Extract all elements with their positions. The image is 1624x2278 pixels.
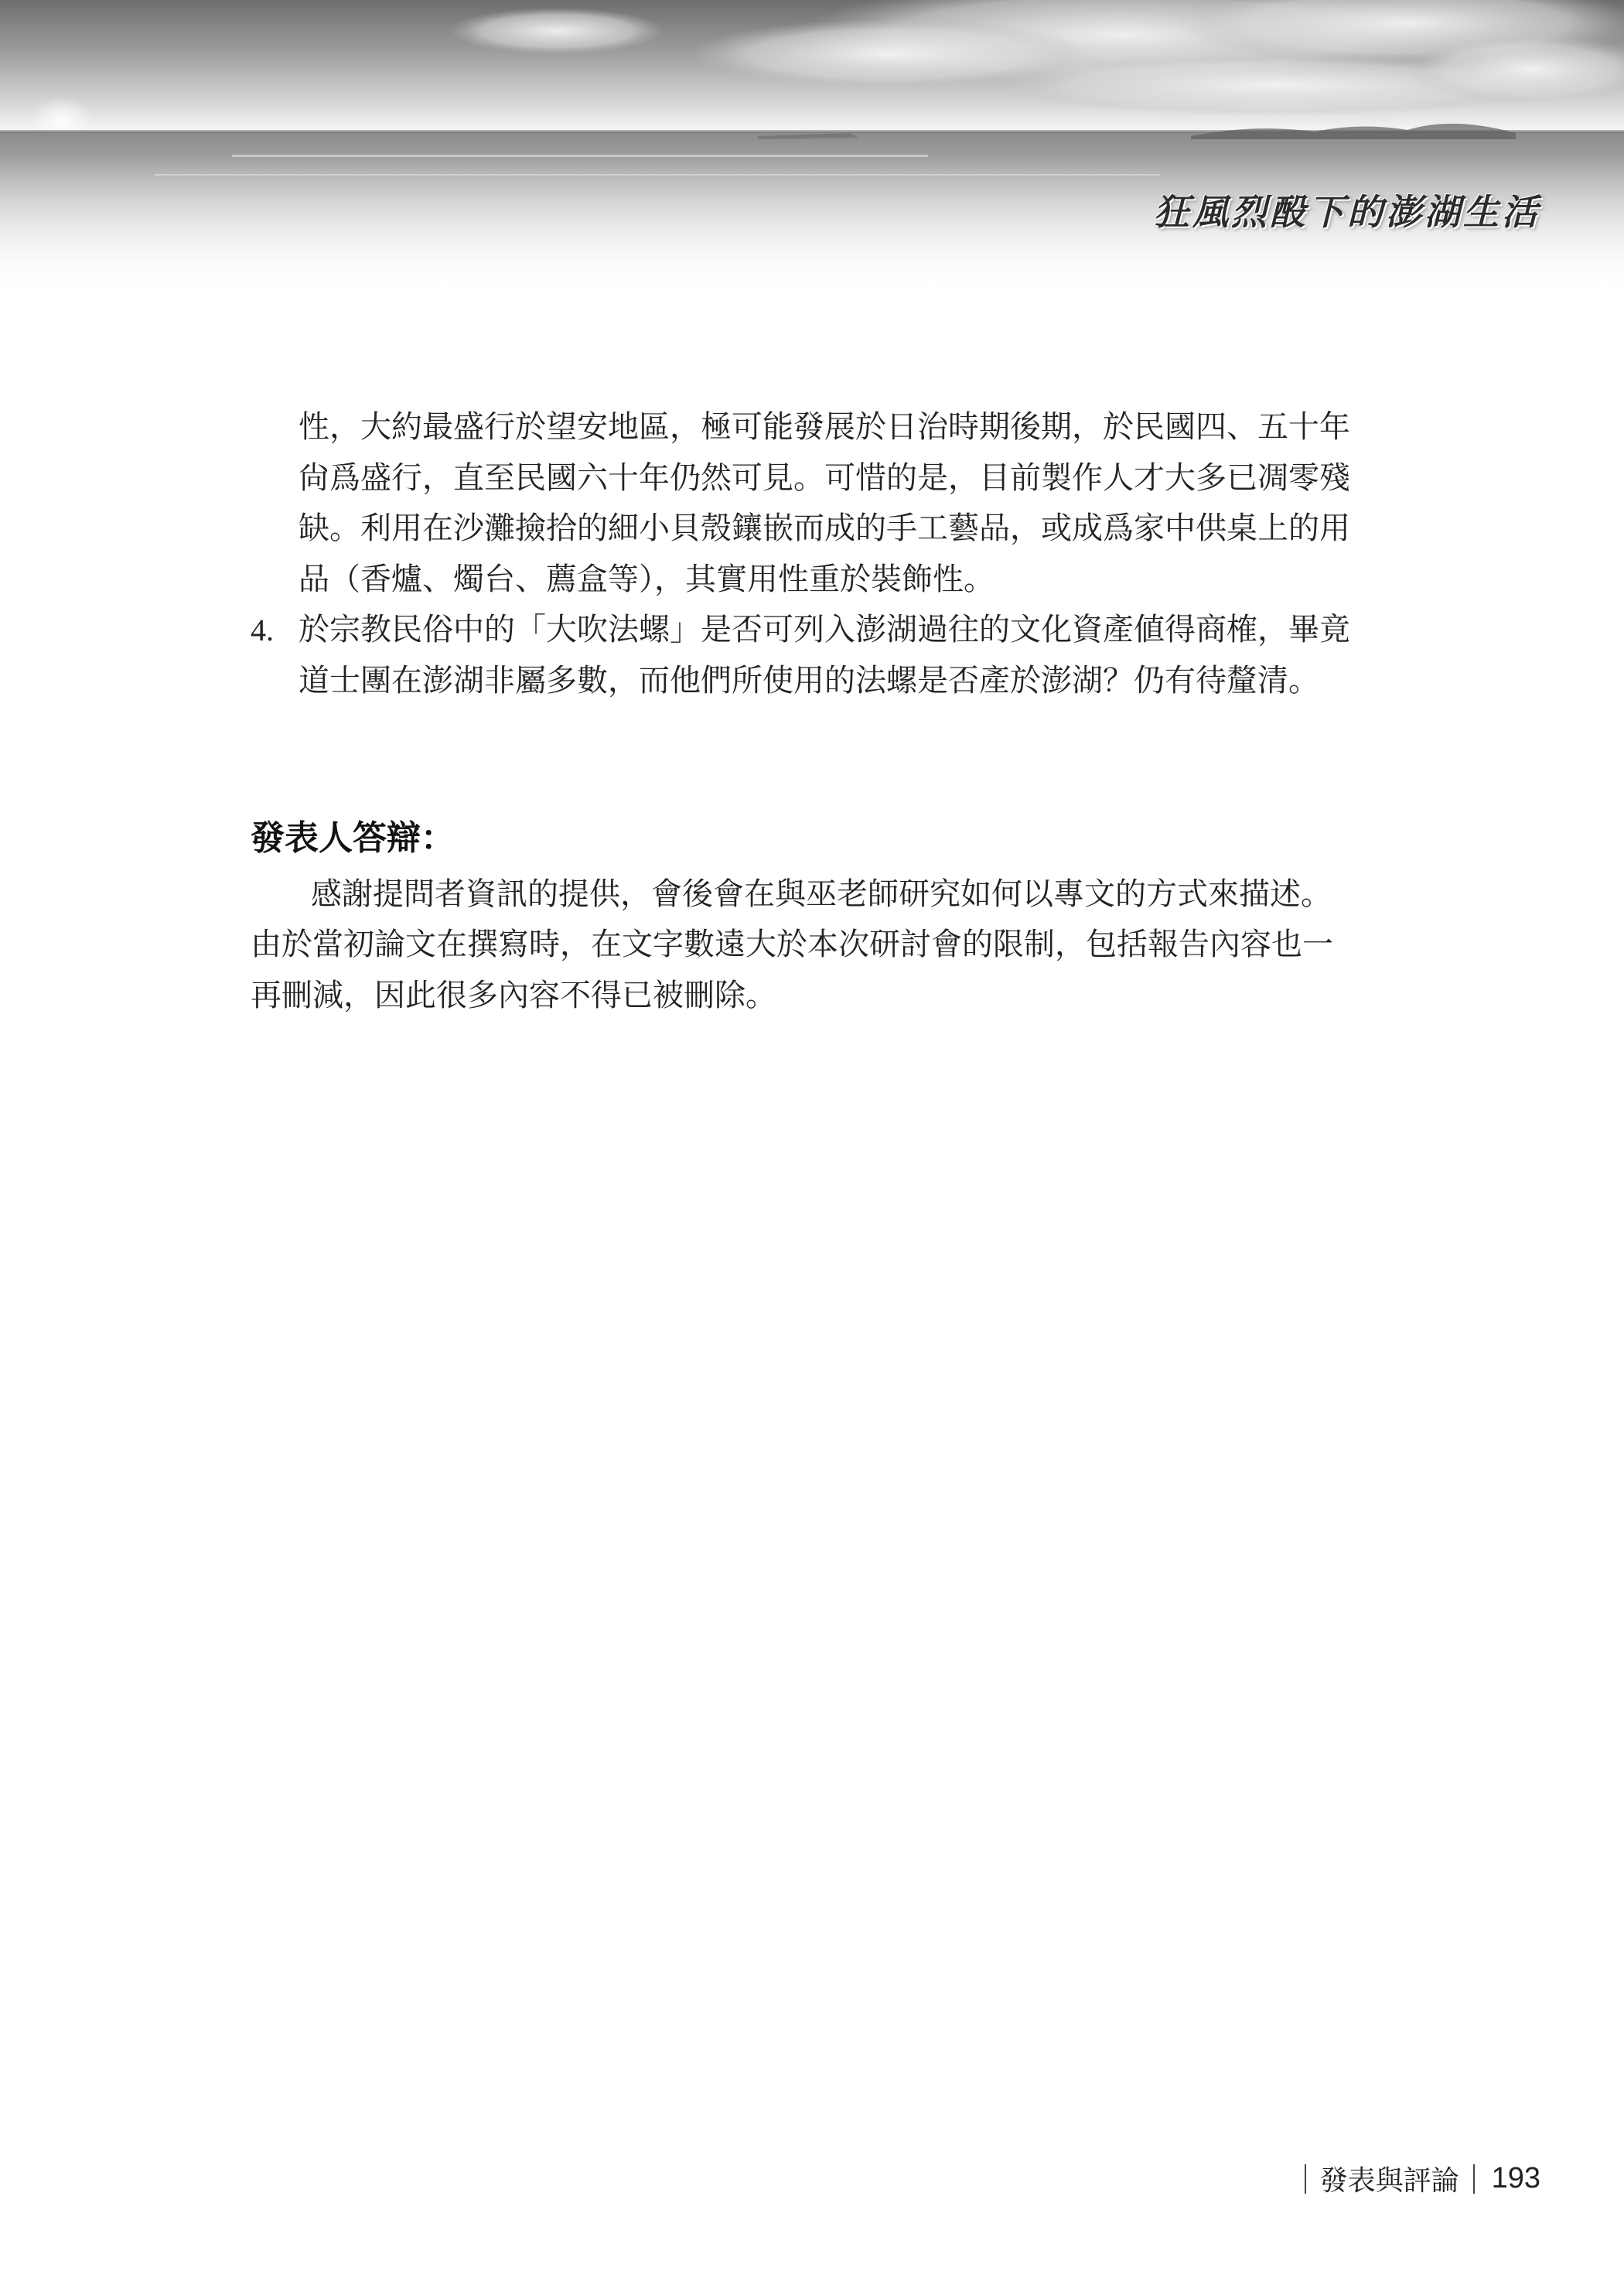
body-line: 於宗教民俗中的「大吹法螺」是否可列入澎湖過往的文化資產値得商榷，畢竟 [299,612,1350,648]
body-line: 道士團在澎湖非屬多數，而他們所使用的法螺是否產於澎湖？仍有待釐清。 [299,662,1319,698]
body-line: 再刪減，因此很多內容不得已被刪除。 [251,977,776,1013]
body-line: 性，大約最盛行於望安地區，極可能發展於日治時期後期，於民國四、五十年 [299,409,1350,445]
continued-list-item [251,402,1375,605]
body-line: 尙爲盛行，直至民國六十年仍然可見。可惜的是，目前製作人才大多已凋零殘 [299,459,1350,496]
answer-paragraph [251,869,1375,1022]
list-item-4 [251,605,1375,706]
body-line: 感謝提問者資訊的提供，會後會在與巫老師研究如何以專文的方式來描述。 [311,876,1332,912]
footer-section-label: 發表與評論 [1319,2165,1459,2197]
body-line: 品（香爐、燭台、薦盒等），其實用性重於裝飾性。 [299,561,995,597]
footer-divider [1473,2164,1475,2194]
page-body [251,402,1375,1021]
page-number: 193 [1491,2162,1540,2194]
answer-heading: 發表人答辯： [251,818,455,858]
header-banner [0,0,1624,294]
running-title: 狂風烈酘下的澎湖生活 [1154,191,1540,233]
list-item-number: 4. [251,613,274,648]
seascape-photo [0,0,1624,294]
body-line: 由於當初論文在撰寫時，在文字數遠大於本次研討會的限制，包括報告內容也一 [251,927,1333,963]
body-line: 缺。利用在沙灘撿拾的細小貝殼鑲嵌而成的手工藝品，或成爲家中供桌上的用 [299,511,1350,547]
footer-divider [1305,2164,1306,2194]
page-footer [1291,2159,1540,2198]
